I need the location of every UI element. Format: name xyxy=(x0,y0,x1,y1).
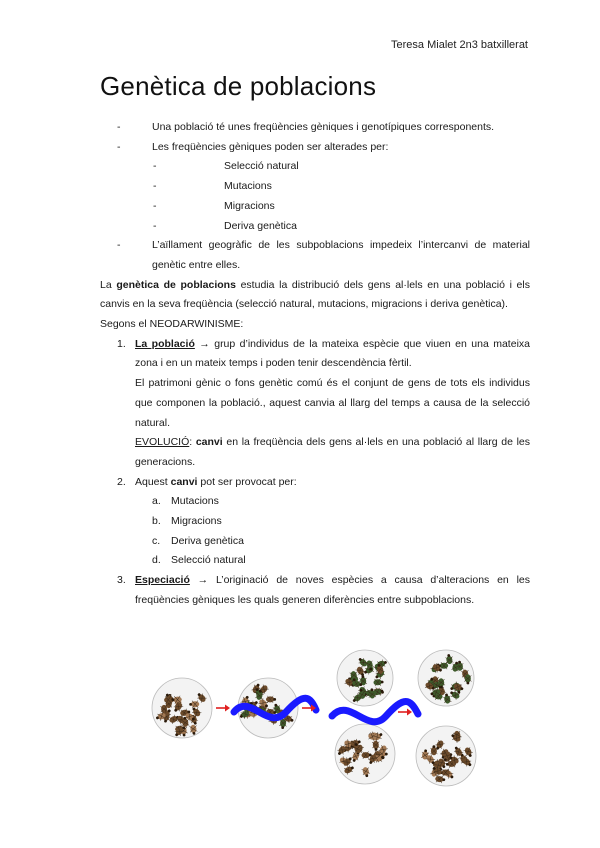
item-number: 3. xyxy=(117,574,126,587)
numbered-item-1 xyxy=(100,335,530,374)
beetle-head xyxy=(273,698,276,701)
def-term: genètica de poblacions xyxy=(116,278,236,291)
sub-item-text: Migracions xyxy=(224,199,275,212)
item-text xyxy=(135,571,530,610)
item-rest: → grup d’individus de la mateixa espècie que viuen en una mateixa zona i en un mateix temps i poden tenir descendència fèrtil. xyxy=(135,337,530,370)
bullet-text: Una població té unes freqüències gèniques i genotípiques corresponents. xyxy=(152,121,495,133)
alpha-letter: b. xyxy=(152,515,161,528)
arrow-head xyxy=(407,709,412,716)
sub-list-item xyxy=(100,157,530,177)
bullet-dash: - xyxy=(153,199,157,212)
evolucio-paragraph xyxy=(135,433,530,472)
sub-item-text: Selecció natural xyxy=(224,160,299,173)
evo-colon: : xyxy=(189,436,196,449)
item-number: 1. xyxy=(117,337,126,350)
item-term: La població xyxy=(135,337,195,350)
sub-item-text: Deriva genètica xyxy=(224,219,297,232)
list-item xyxy=(100,236,530,275)
alpha-item xyxy=(100,551,530,571)
speciation-illustration xyxy=(150,636,480,796)
def-pre: La xyxy=(100,278,117,291)
bullet-text: L’aïllament geogràfic de les subpoblacions impedeix l’intercanvi de material genètic entre elles. xyxy=(152,239,530,271)
alpha-item xyxy=(100,512,530,532)
sub-list-item xyxy=(100,177,530,197)
document-body xyxy=(100,118,530,611)
item-post: pot ser provocat per: xyxy=(197,475,297,488)
alpha-text: Selecció natural xyxy=(171,554,246,567)
alpha-text: Deriva genètica xyxy=(171,534,244,547)
bullet-dash: - xyxy=(117,239,121,252)
arrow-icon xyxy=(398,709,412,716)
beetle-head xyxy=(433,745,436,748)
alpha-letter: a. xyxy=(152,495,161,508)
list-item xyxy=(100,118,530,138)
species-a xyxy=(418,650,474,706)
bullet-dash: - xyxy=(153,160,157,173)
evo-label: EVOLUCIÓ xyxy=(135,436,190,449)
population-circles xyxy=(152,650,476,786)
evo-rest: en la freqüència dels gens al·lels en una població al llarg de les generacions. xyxy=(135,436,530,468)
bullet-dash: - xyxy=(117,140,121,153)
alpha-letter: c. xyxy=(152,534,161,547)
population-subgroup-top xyxy=(337,650,393,706)
item-rest: → L’originació de noves espècies a causa d’alteracions en les freqüències gèniques les quals generen diferències entre subpoblacions. xyxy=(135,574,530,606)
numbered-item-3 xyxy=(100,571,530,610)
neodarwinism-heading: Segons el NEODARWINISME: xyxy=(100,318,244,331)
header-author: Teresa Mialet 2n3 batxillerat xyxy=(391,39,528,51)
species-b xyxy=(416,726,476,786)
arrow-head xyxy=(225,705,230,712)
alpha-text: Mutacions xyxy=(171,495,219,508)
arrow-icon xyxy=(216,705,230,712)
bullet-dash: - xyxy=(117,121,121,133)
numbered-item-2 xyxy=(100,473,530,493)
list-item xyxy=(100,138,530,158)
population-original xyxy=(152,678,212,738)
bullet-dash: - xyxy=(153,219,157,232)
sub-list-item xyxy=(100,217,530,237)
evo-bold: canvi xyxy=(195,436,223,449)
patrimoni-paragraph: El patrimoni gènic o fons genètic comú és el conjunt de gens de tots els individus que componen la població., aquest canvia al llarg del temps a causa de la selecció natural. xyxy=(135,377,530,429)
item-pre: Aquest xyxy=(135,475,171,488)
def-post: estudia la distribució dels gens al·lels en una població i els canvis en la seva freqüència (selecció natural, mutacions, migracions i deriva genètica). xyxy=(100,278,530,311)
sub-list-item xyxy=(100,197,530,217)
definition-paragraph xyxy=(100,276,530,315)
item-text xyxy=(135,473,530,493)
sub-item-text: Mutacions xyxy=(224,180,272,193)
page-title: Genètica de poblacions xyxy=(100,71,377,101)
bullet-dash: - xyxy=(153,180,157,193)
item-number: 2. xyxy=(117,475,126,488)
alpha-text: Migracions xyxy=(171,515,222,528)
population-subgroup-bottom xyxy=(335,724,395,784)
alpha-letter: d. xyxy=(152,554,161,567)
item-text xyxy=(135,335,530,374)
alpha-item xyxy=(100,492,530,512)
bullet-text: Les freqüències gèniques poden ser alterades per: xyxy=(152,140,389,153)
item-bold: canvi xyxy=(170,475,198,488)
item-term: Especiació xyxy=(135,574,190,587)
alpha-item xyxy=(100,532,530,552)
